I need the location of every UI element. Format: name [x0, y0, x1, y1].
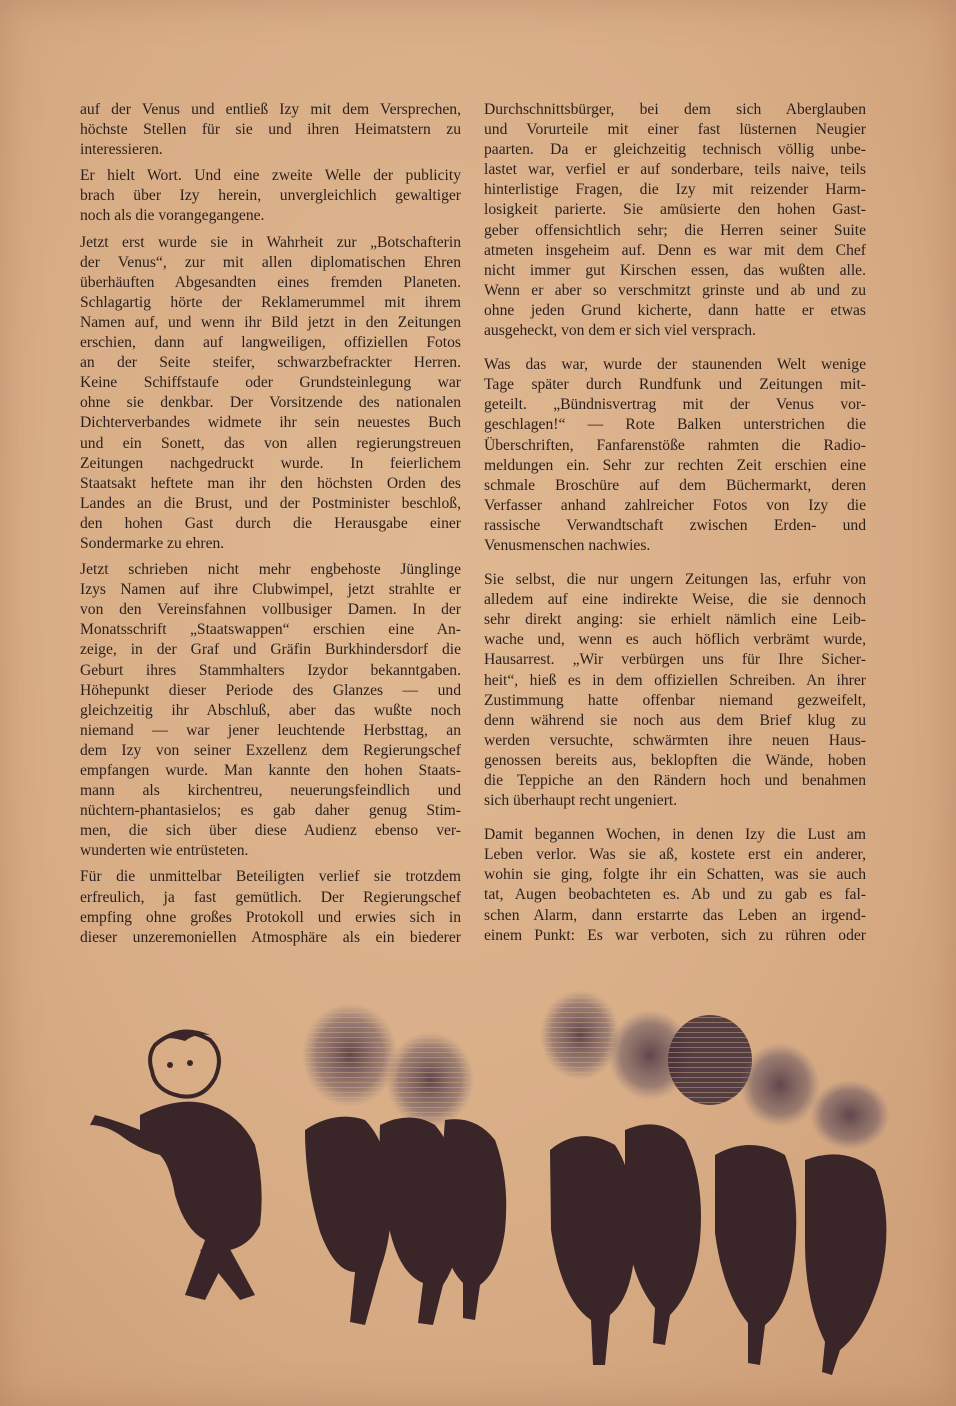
- text-line: den hohen Gast durch die Herausgabe einer: [80, 514, 461, 532]
- figures-group-right: [540, 990, 890, 1375]
- text-line: tat, Augen beobachteten es. Ab und zu gab es fal-: [484, 886, 866, 904]
- text-line: erfreulich, ja fast gemütlich. Der Regierungschef: [80, 888, 461, 906]
- text-line: höchste Stellen für sie und ihren Heimatstern zu: [80, 121, 461, 139]
- text-line: und Vorurteile mit einer fast lüsternen Neugier: [484, 121, 866, 139]
- text-line: atmeten insgeheim auf. Denn es war mit dem Chef: [484, 241, 866, 259]
- text-line: niemand — war jener leuchtende Herbsttag, an: [80, 721, 461, 739]
- text-line: schen Alarm, dann erstarrte das Leben an irgend-: [484, 906, 866, 924]
- text-line: hinterlistige Fragen, die Izy mit reizender Harm-: [484, 181, 866, 199]
- text-column-right: [484, 100, 866, 960]
- text-line: von den Vereinsfahnen vollbusiger Damen. In der: [80, 601, 461, 619]
- text-line: Izys Namen auf ihre Clubwimpel, jetzt strahlte er: [80, 581, 461, 599]
- text-line: Was das war, wurde der staunenden Welt wenige: [484, 356, 866, 374]
- text-line: Überschriften, Fanfarenstöße rahmten die Radio-: [484, 436, 866, 454]
- text-line: Staatsakt heftete man ihr den höchsten Orden des: [80, 474, 461, 492]
- text-line: empfangen wurde. Man kannte den hohen Staats-: [80, 762, 461, 779]
- text-line: dem Izy von seiner Exzellenz dem Regierungschef: [80, 741, 461, 759]
- text-line: Schlagartig hörte der Reklamerummel mit ihrem: [80, 293, 461, 311]
- text-line: Landes an die Brust, und der Postminister beschloß,: [80, 494, 461, 512]
- text-line: rassische Verwandtschaft zwischen Erden- und: [484, 516, 866, 534]
- text-line: Sie selbst, die nur ungern Zeitungen las, erfuhr von: [484, 571, 866, 589]
- text-line: gleichzeitig ihr Abschluß, aber das wußte noch: [80, 701, 461, 719]
- text-line: Durchschnittsbürger, bei dem sich Aberglauben: [484, 101, 866, 118]
- text-line: sich überhaupt recht ungeniert.: [484, 792, 678, 810]
- text-line: ausgeheckt, von dem er sich viel versprach.: [484, 322, 756, 340]
- text-line: Zustimmung hatte offenbar niemand gezweifelt,: [484, 691, 866, 709]
- paragraph: [80, 166, 461, 226]
- text-line: Dichterverbandes widmete ihr sein neuestes Buch: [80, 414, 461, 432]
- text-line: nicht immer gut Kirschen essen, das wußten alle.: [484, 261, 866, 279]
- text-line: Höhepunkt dieser Periode des Glanzes — und: [80, 681, 461, 699]
- text-line: schmale Broschüre auf dem Büchermarkt, deren: [484, 476, 866, 494]
- text-line: Er hielt Wort. Und eine zweite Welle der publicity: [80, 167, 461, 185]
- text-line: wache und, wenn es auch höflich verbrämt wurde,: [484, 631, 866, 649]
- text-line: Keine Schiffstaufe oder Grundsteinlegung war: [80, 374, 461, 392]
- text-line: Zeitungen nachgedruckt wurde. In feierlichem: [80, 454, 461, 472]
- text-line: und ein Sonett, das von allen regierungstreuen: [80, 434, 461, 452]
- text-line: geschlagen!“ — Rote Balken unterstrichen die: [484, 416, 866, 434]
- text-line: Geburt ihres Stammhalters Izydor bekanntgaben.: [80, 661, 461, 679]
- text-line: empfing ohne großes Protokoll und erwies sich in: [80, 908, 461, 926]
- text-line: Sondermarke zu ehren.: [80, 534, 225, 552]
- text-line: dieser unzeremoniellen Atmosphäre als ein biederer: [80, 928, 461, 946]
- text-line: paarten. Da er gleichzeitig technisch völlig unbe-: [484, 141, 866, 159]
- text-line: Leben verlor. Was sie aß, kostete erst ein anderer,: [484, 846, 866, 864]
- paragraph: [484, 825, 866, 946]
- paragraph: [80, 233, 461, 555]
- text-line: Jetzt schrieben nicht mehr engbehoste Jünglinge: [80, 561, 461, 579]
- paragraph: [484, 100, 866, 341]
- text-line: alledem auf eine indirekte Weise, die sie dennoch: [484, 591, 866, 609]
- text-line: erschien, dann auf langweiligen, offiziellen Fotos: [80, 334, 461, 352]
- text-line: an der Seite steifer, schwarzbefrackter Herren.: [80, 354, 461, 372]
- text-line: einem Punkt: Es war verboten, sich zu rühren oder: [484, 926, 866, 944]
- text-line: auf der Venus und entließ Izy mit dem Versprechen,: [80, 101, 461, 118]
- text-line: überhäuften Abgesandten eines fremden Planeten.: [80, 273, 461, 291]
- text-line: losigkeit parierte. Sie amüsierte den hohen Gast-: [484, 201, 866, 219]
- text-line: der Venus“, zur mit allen diplomatischen Ehren: [80, 253, 461, 271]
- paragraph: [80, 560, 461, 861]
- paragraph: [484, 570, 866, 811]
- text-line: Venusmenschen nachwies.: [484, 536, 651, 554]
- text-line: Jetzt erst wurde sie in Wahrheit zur „Botschafterin: [80, 233, 461, 251]
- paragraph: [80, 100, 461, 160]
- text-line: denn während sie noch aus dem Brief klug zu: [484, 711, 866, 729]
- text-line: Tage später durch Rundfunk und Zeitungen mit-: [484, 376, 866, 394]
- text-line: geteilt. „Bündnisvertrag mit der Venus vor-: [484, 396, 866, 414]
- text-line: wunderten wie entrüsteten.: [80, 842, 249, 860]
- text-line: heit“, hieß es in dem offiziellen Schreiben. An ihrer: [484, 671, 866, 689]
- text-line: Für die unmittelbar Beteiligten verlief sie trotzdem: [80, 868, 461, 886]
- figure-man-with-face: [90, 1030, 262, 1300]
- text-line: nüchtern-phantasielos; es gab daher genug Stim-: [80, 802, 461, 820]
- text-line: meldungen ein. Sehr zur rechten Zeit erschien eine: [484, 456, 866, 474]
- text-line: genossen bereits aus, beklopften die Wände, hoben: [484, 751, 866, 769]
- text-line: noch als die vorangegangene.: [80, 207, 265, 225]
- text-line: ohne sie denkbar. Der Vorsitzende des nationalen: [80, 394, 461, 412]
- paragraph: [484, 355, 866, 556]
- text-line: Wenn er aber so verschmitzt grinste und ab und zu: [484, 281, 866, 299]
- text-line: mann als kirchentreu, neuerungsfeindlich und: [80, 782, 461, 800]
- text-line: werden versuchte, schwärmten ihre neuen Haus-: [484, 731, 866, 749]
- text-line: geber offensichtlich sehr; die Herren seiner Suite: [484, 221, 866, 239]
- text-line: Damit begannen Wochen, in denen Izy die Lust am: [484, 826, 866, 844]
- text-line: ohne jeden Grund kicherte, dann hatte er etwas: [484, 301, 866, 319]
- text-line: wohin sie ging, folgte ihr ein Schatten, was sie auch: [484, 866, 866, 884]
- text-line: men, die sich über diese Audienz ebenso ver-: [80, 822, 461, 840]
- figures-group-left: [302, 1003, 506, 1325]
- text-line: lastet war, verfiel er auf sonderbare, teils naive, teils: [484, 161, 866, 179]
- text-line: die Teppiche an den Rändern hoch und benahmen: [484, 772, 866, 789]
- text-line: Verfasser anhand zahlreicher Fotos von Izy die: [484, 496, 866, 514]
- text-line: interessieren.: [80, 141, 163, 159]
- fingerprint-figures-illustration: [60, 990, 940, 1390]
- text-line: sehr direkt anging: sie erhielt nämlich eine Leib-: [484, 611, 866, 629]
- text-line: Monatsschrift „Staatswappen“ erschien eine An-: [80, 621, 461, 639]
- text-line: brach über Izy herein, unvergleichlich gewaltiger: [80, 187, 461, 205]
- text-line: zeige, in der Graf und Gräfin Burkhindersdorf die: [80, 641, 461, 659]
- paragraph: [80, 867, 461, 947]
- text-line: Hausarrest. „Wir verbürgen uns für Ihre Sicher-: [484, 651, 866, 669]
- text-column-left: [80, 100, 461, 954]
- text-line: Namen auf, und wenn ihr Bild jetzt in den Zeitungen: [80, 313, 461, 331]
